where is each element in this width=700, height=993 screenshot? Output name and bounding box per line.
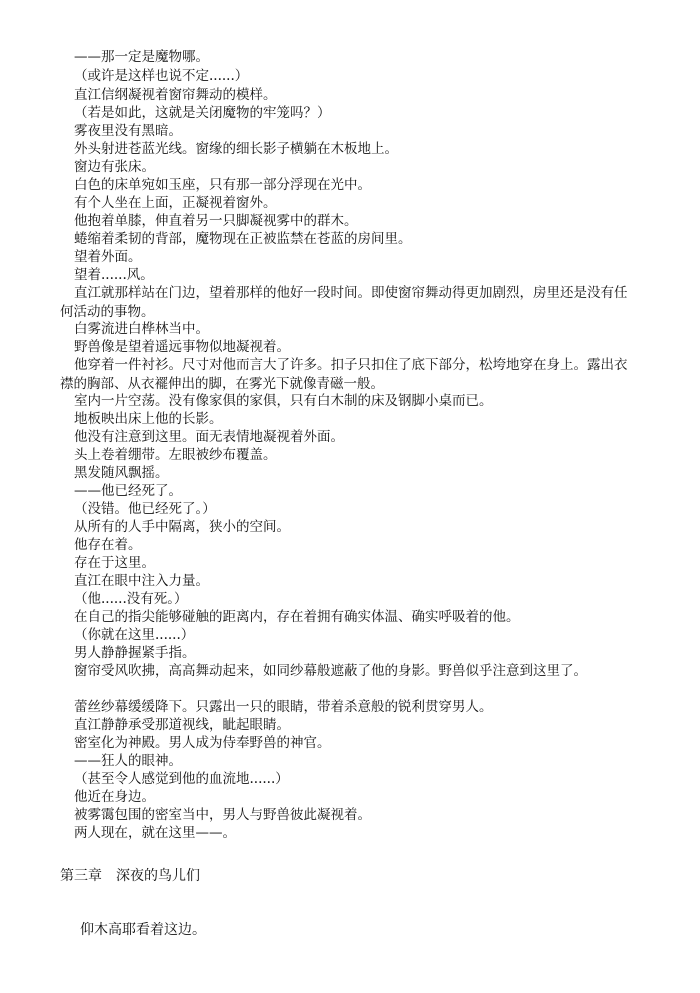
paragraph: ——那一定是魔物哪。 (74, 49, 209, 65)
paragraph: 存在于这里。 (74, 555, 155, 571)
paragraph: 白色的床单宛如玉座，只有那一部分浮现在光中。 (74, 177, 371, 193)
paragraph: 被雾霭包围的密室当中，男人与野兽彼此凝视着。 (74, 807, 371, 823)
paragraph: ——狂人的眼神。 (74, 753, 182, 769)
paragraph: 直江在眼中注入力量。 (74, 573, 209, 589)
paragraph: 窗帘受风吹拂，高高舞动起来，如同纱幕般遮蔽了他的身影。野兽似乎注意到这里了。 (74, 663, 587, 679)
paragraph: 外头射进苍蓝光线。窗缘的细长影子横躺在木板地上。 (74, 141, 398, 157)
paragraph: ——他已经死了。 (74, 483, 182, 499)
paragraph: 头上卷着绷带。左眼被纱布覆盖。 (74, 447, 277, 463)
paragraph: 地板映出床上他的长影。 (74, 411, 223, 427)
paragraph: 他近在身边。 (74, 789, 155, 805)
paragraph: 窗边有张床。 (74, 159, 155, 175)
paragraph: 直江信纲凝视着窗帘舞动的模样。 (74, 87, 277, 103)
paragraph: 他穿着一件衬衫。尺寸对他而言大了许多。扣子只扣住了底下部分，松垮地穿在身上。露出衣襟的胸部、从衣襬伸出的脚，在雾光下就像青磁一般。 (60, 357, 628, 392)
paragraph: 望着......风。 (74, 267, 154, 283)
paragraph: （甚至令人感觉到他的血流地......） (74, 771, 289, 787)
paragraph: 蕾丝纱幕缓缓降下。只露出一只的眼睛，带着杀意般的锐利贯穿男人。 (74, 699, 493, 715)
chapter-title: 第三章 深夜的鸟儿们 (60, 868, 200, 884)
paragraph: 室内一片空荡。没有像家俱的家俱，只有白木制的床及钢脚小桌而已。 (74, 393, 493, 409)
paragraph: 白雾流进白桦林当中。 (74, 321, 209, 337)
paragraph: 密室化为神殿。男人成为侍奉野兽的神官。 (74, 735, 331, 751)
paragraph: 黑发随风飘摇。 (74, 465, 169, 481)
paragraph: 雾夜里没有黑暗。 (74, 123, 182, 139)
paragraph: 男人静静握紧手指。 (74, 645, 196, 661)
paragraph: 他存在着。 (74, 537, 142, 553)
paragraph: （若是如此，这就是关闭魔物的牢笼吗？） (74, 105, 331, 121)
paragraph: （没错。他已经死了。） (74, 501, 216, 517)
paragraph: 直江就那样站在门边，望着那样的他好一段时间。即使窗帘舞动得更加剧烈，房里还是没有任何活动的事物。 (60, 285, 628, 320)
paragraph: （或许是这样也说不定......） (74, 68, 249, 84)
paragraph: 他抱着单膝，伸直着另一只脚凝视雾中的群木。 (74, 213, 358, 229)
paragraph: 直江静静承受那道视线，眦起眼睛。 (74, 717, 290, 733)
paragraph: 野兽像是望着遥远事物似地凝视着。 (74, 339, 290, 355)
paragraph: 蜷缩着柔韧的背部，魔物现在正被监禁在苍蓝的房间里。 (74, 231, 412, 247)
paragraph: （他......没有死。） (74, 591, 188, 607)
paragraph: 在自己的指尖能够碰触的距离内，存在着拥有确实体温、确实呼吸着的他。 (74, 609, 520, 625)
paragraph: 望着外面。 (74, 249, 142, 265)
paragraph: 仰木高耶看着这边。 (80, 922, 206, 938)
paragraph: 有个人坐在上面，正凝视着窗外。 (74, 195, 277, 211)
paragraph: 从所有的人手中隔离，狭小的空间。 (74, 519, 290, 535)
paragraph: 两人现在，就在这里——。 (74, 825, 236, 841)
paragraph: 他没有注意到这里。面无表情地凝视着外面。 (74, 429, 344, 445)
paragraph: （你就在这里......） (74, 627, 195, 643)
